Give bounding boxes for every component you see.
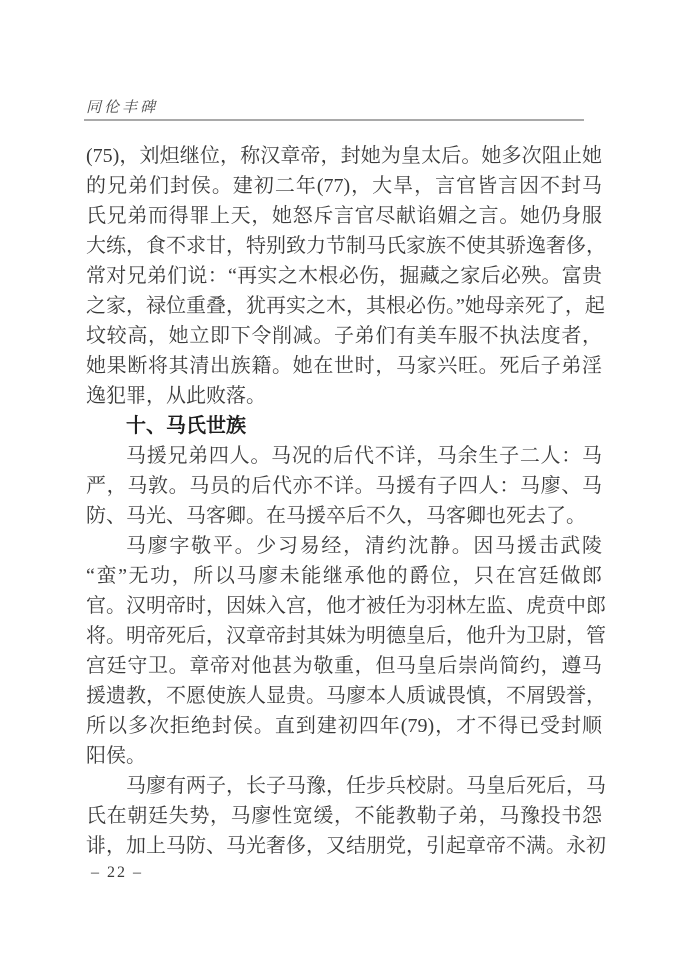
text-line: 马廖有两子，长子马豫，任步兵校尉。马皇后死后，马 (126, 775, 606, 797)
text-line: 诽，加上马防、马光奢侈，又结朋党，引起章帝不满。永初 (86, 835, 606, 857)
text-line: 援遗教，不愿使族人显贵。马廖本人质诚畏慎，不屑毁誉， (86, 685, 606, 707)
text-line: 逸犯罪，从此败落。 (86, 385, 266, 407)
text-line: 大练，食不求甘，特别致力节制马氏家族不使其骄逸奢侈， (86, 235, 606, 257)
text-line: 严，马敦。马员的后代亦不详。马援有子四人：马廖、马 (86, 475, 602, 497)
text-line: 之家，禄位重叠，犹再实之木，其根必伤。”她母亲死了，起 (86, 295, 605, 317)
text-line: 马廖字敬平。少习易经，清约沈静。因马援击武陵 (126, 535, 602, 557)
text-line: 宫廷守卫。章帝对他甚为敬重，但马皇后崇尚简约，遵马 (86, 655, 602, 677)
text-line: 常对兄弟们说：“再实之木根必伤，掘藏之家后必殃。富贵 (86, 265, 602, 287)
text-line: 将。明帝死后，汉章帝封其妹为明德皇后，他升为卫尉，管 (86, 625, 606, 647)
text-line: 坟较高，她立即下令削减。子弟们有美车服不执法度者， (86, 325, 602, 347)
section-heading: 十、马氏世族 (126, 415, 246, 437)
text-line: “蛮”无功，所以马廖未能继承他的爵位，只在宫廷做郎 (86, 565, 602, 587)
text-line: 她果断将其清出族籍。她在世时，马家兴旺。死后子弟淫 (86, 355, 602, 377)
text-line: 防、马光、马客卿。在马援卒后不久，马客卿也死去了。 (86, 505, 586, 527)
text-line: 的兄弟们封侯。建初二年(77)，大旱，言官皆言因不封马 (86, 175, 602, 197)
body-text (86, 141, 606, 861)
text-line: 氏兄弟而得罪上天，她怒斥言官尽献谄媚之言。她仍身服 (86, 205, 602, 227)
header-rule (84, 119, 584, 121)
text-line: 阳侯。 (86, 745, 146, 767)
text-line: 氏在朝廷失势，马廖性宽缓，不能教勒子弟，马豫投书怨 (86, 805, 602, 827)
text-line: 所以多次拒绝封侯。直到建初四年(79)，才不得已受封顺 (86, 715, 602, 737)
text-line: 马援兄弟四人。马况的后代不详，马余生子二人：马 (126, 445, 602, 467)
text-line: 官。汉明帝时，因妹入宫，他才被任为羽林左监、虎贲中郎 (86, 595, 606, 617)
running-header-title: 同伦丰碑 (86, 100, 159, 116)
text-line: (75)，刘炟继位，称汉章帝，封她为皇太后。她多次阻止她 (86, 145, 602, 167)
page-number: – 22 – (91, 864, 143, 881)
